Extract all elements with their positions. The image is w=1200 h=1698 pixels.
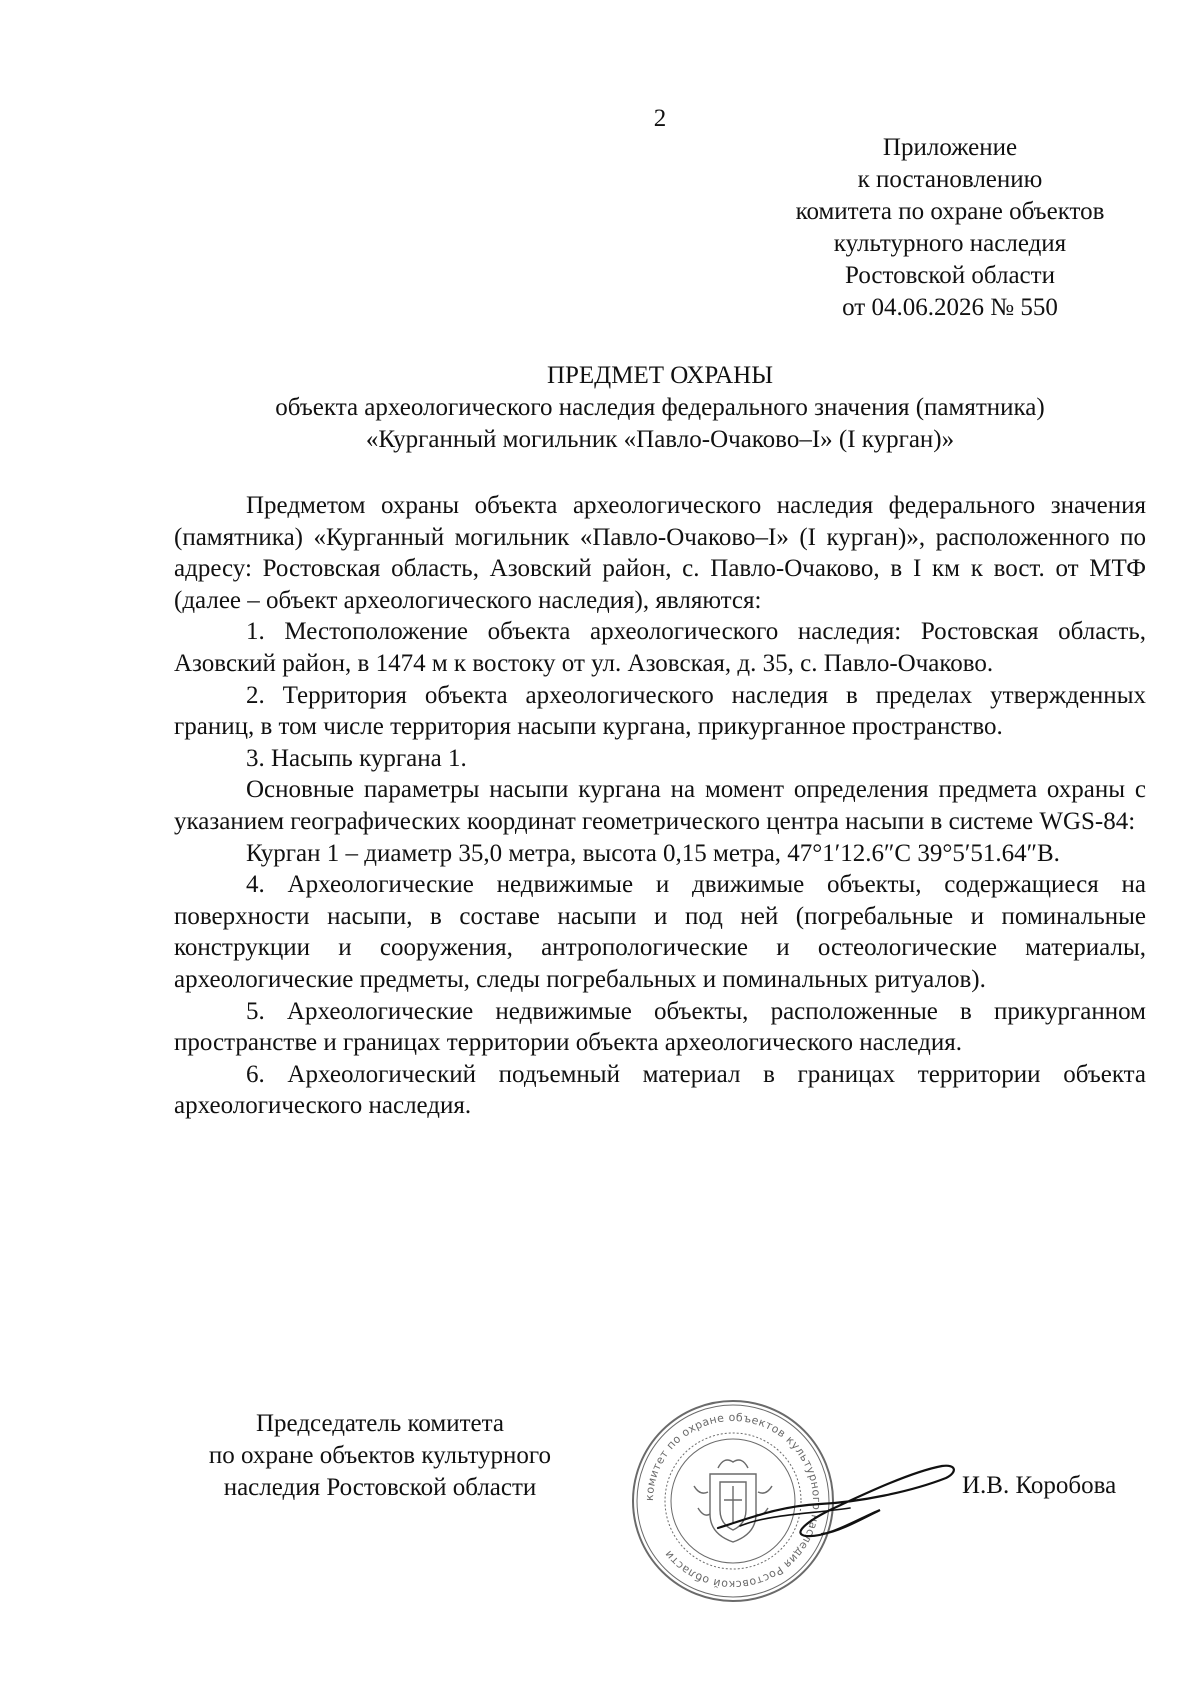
body-paragraph: Предметом охраны объекта археологического наследия федерального значения (памятника) «Курганный могильник «Павло-Очаково–I» (I курган)», расположенного по адресу: Ростовская область, Азовский район, с. Павло-Очаково, в I км к вост. от МТФ (далее – объект археологического наследия), являются: — [174, 492, 1146, 614]
signatory-name: И.В. Коробова — [962, 1472, 1117, 1499]
title-subtitle: «Курганный могильник «Павло-Очаково–I» (I курган)» — [365, 426, 955, 453]
document-title — [160, 360, 1160, 456]
appendix-line: комитета по охране объектов — [795, 198, 1105, 225]
appendix-header — [740, 132, 1160, 324]
body-paragraph: Курган 1 – диаметр 35,0 метра, высота 0,15 метра, 47°1′12.6″С 39°5′51.64″В. — [246, 839, 1060, 867]
title-subtitle: объекта археологического наследия федерального значения (памятника) — [275, 394, 1045, 421]
body-paragraph: 4. Археологические недвижимые и движимые объекты, содержащиеся на поверхности насыпи, в составе насыпи и под ней (погребальные и поминальные конструкции и сооружения, антропологические и остеологические материалы, археологические предметы, следы погребальных и поминальных ритуалов). — [174, 871, 1146, 993]
signatory-title-line: по охране объектов культурного — [208, 1442, 552, 1469]
signature-block — [170, 1408, 1170, 1638]
handwritten-signature — [710, 1448, 960, 1558]
signatory-title — [170, 1408, 590, 1504]
signatory-title-line: Председатель комитета — [256, 1410, 504, 1437]
title-heading: ПРЕДМЕТ ОХРАНЫ — [546, 362, 774, 389]
page-number: 2 — [653, 105, 667, 132]
appendix-line: от 04.06.2026 № 550 — [842, 294, 1058, 321]
body-paragraph: 6. Археологический подъемный материал в границах территории объекта археологического наследия. — [174, 1060, 1146, 1120]
body-paragraph: 5. Археологические недвижимые объекты, расположенные в прикурганном пространстве и границах территории объекта археологического наследия. — [174, 997, 1146, 1057]
appendix-line: Приложение — [882, 134, 1018, 161]
body-paragraph: 1. Местоположение объекта археологического наследия: Ростовская область, Азовский район, в 1474 м к востоку от ул. Азовская, д. 35, с. Павло-Очаково. — [174, 618, 1146, 677]
body-paragraph: Основные параметры насыпи кургана на момент определения предмета охраны с указанием географических координат геометрического центра насыпи в системе WGS-84: — [174, 776, 1146, 835]
document-body — [174, 490, 1146, 1122]
appendix-line: к постановлению — [857, 166, 1043, 193]
stamp-ring-text: комитет по охране объектов культурного наследия Ростовской области — [642, 1410, 824, 1592]
signatory-title-line: наследия Ростовской области — [223, 1474, 537, 1501]
body-paragraph: 2. Территория объекта археологического наследия в пределах утвержденных границ, в том числе территория насыпи кургана, прикурганное пространство. — [174, 681, 1146, 741]
body-paragraph: 3. Насыпь кургана 1. — [246, 744, 467, 772]
appendix-line: культурного наследия — [833, 230, 1067, 257]
appendix-line: Ростовской области — [845, 262, 1055, 289]
